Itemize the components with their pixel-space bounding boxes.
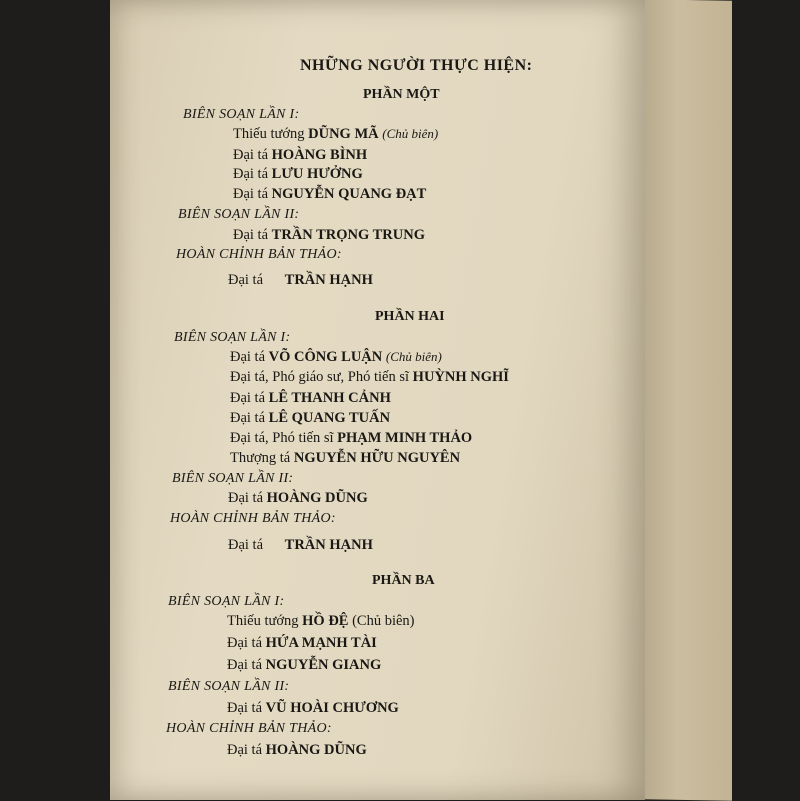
person-entry — [227, 701, 399, 716]
person-rank: Đại tá — [228, 272, 264, 288]
section-role: BIÊN SOẠN LẦN I: — [183, 107, 300, 122]
person-rank: Đại tá — [228, 490, 264, 506]
person-entry — [230, 350, 442, 365]
section-role: HOÀN CHỈNH BẢN THẢO: — [166, 721, 332, 736]
facing-page — [640, 0, 732, 801]
person-name: TRẦN HẠNH — [284, 537, 373, 553]
book-page — [110, 0, 645, 800]
person-entry — [230, 451, 460, 466]
person-rank: Đại tá — [227, 657, 263, 673]
part-heading: PHẦN HAI — [375, 309, 445, 324]
person-rank: Đại tá, Phó giáo sư, Phó tiến sĩ — [230, 369, 410, 385]
person-name: PHẠM MINH THẢO — [337, 430, 473, 446]
person-rank: Đại tá — [228, 537, 264, 553]
person-entry — [227, 636, 377, 651]
section-role: HOÀN CHỈNH BẢN THẢO: — [176, 247, 342, 262]
part-heading: PHẦN BA — [372, 573, 435, 588]
person-name: LƯU HƯỞNG — [271, 166, 363, 182]
person-entry — [233, 148, 367, 163]
person-name: NGUYỄN GIANG — [265, 657, 382, 673]
person-note: (Chủ biên) — [352, 613, 415, 629]
person-entry — [230, 391, 391, 406]
person-rank: Đại tá — [230, 410, 266, 426]
person-name: LÊ THANH CẢNH — [268, 390, 391, 406]
person-entry — [228, 273, 373, 288]
person-name: TRẦN HẠNH — [284, 272, 373, 288]
person-name: HOÀNG DŨNG — [265, 742, 367, 758]
person-name: TRẦN TRỌNG TRUNG — [271, 227, 426, 243]
person-entry — [227, 614, 415, 629]
person-name: HỨA MẠNH TÀI — [265, 635, 377, 651]
person-rank: Đại tá, Phó tiến sĩ — [230, 430, 334, 446]
person-name: NGUYỄN QUANG ĐẠT — [271, 186, 427, 202]
person-note: (Chủ biên) — [382, 126, 439, 141]
person-rank: Đại tá — [230, 390, 266, 406]
person-entry — [233, 228, 425, 243]
person-rank: Đại tá — [230, 349, 266, 365]
person-rank: Đại tá — [227, 742, 263, 758]
person-rank: Đại tá — [233, 147, 269, 163]
section-role: BIÊN SOẠN LẦN I: — [174, 330, 291, 345]
person-entry — [230, 411, 390, 426]
person-rank: Đại tá — [233, 186, 269, 202]
person-note: (Chủ biên) — [385, 349, 442, 364]
section-role: BIÊN SOẠN LẦN I: — [168, 594, 285, 609]
section-role: BIÊN SOẠN LẦN II: — [168, 679, 290, 694]
part-heading: PHẦN MỘT — [363, 87, 440, 102]
section-role: HOÀN CHỈNH BẢN THẢO: — [170, 511, 336, 526]
person-name: NGUYỄN HỮU NGUYÊN — [293, 450, 461, 466]
person-entry — [227, 743, 367, 758]
person-name: VŨ HOÀI CHƯƠNG — [265, 700, 399, 716]
person-rank: Đại tá — [227, 635, 263, 651]
person-entry — [233, 187, 426, 202]
person-rank: Thượng tá — [230, 450, 291, 466]
section-role: BIÊN SOẠN LẦN II: — [172, 471, 294, 486]
person-name: HOÀNG DŨNG — [266, 490, 368, 506]
person-entry — [230, 370, 509, 385]
person-name: LÊ QUANG TUẤN — [268, 410, 391, 426]
person-rank: Thiếu tướng — [227, 613, 299, 629]
person-entry — [228, 491, 368, 506]
person-rank: Thiếu tướng — [233, 126, 305, 142]
person-name: HỒ ĐỆ — [302, 613, 349, 629]
person-name: HOÀNG BÌNH — [271, 147, 368, 163]
person-entry — [227, 658, 381, 673]
person-entry — [233, 167, 363, 182]
person-name: VÕ CÔNG LUẬN — [268, 349, 383, 365]
person-rank: Đại tá — [227, 700, 263, 716]
person-rank: Đại tá — [233, 166, 269, 182]
person-entry — [230, 431, 472, 446]
person-entry — [228, 538, 373, 553]
person-name: DŨNG MÃ — [308, 126, 379, 142]
person-name: HUỲNH NGHĨ — [412, 369, 509, 385]
person-entry — [233, 127, 438, 142]
section-role: BIÊN SOẠN LẦN II: — [178, 207, 300, 222]
page-title: NHỮNG NGƯỜI THỰC HIỆN: — [300, 57, 533, 74]
person-rank: Đại tá — [233, 227, 269, 243]
